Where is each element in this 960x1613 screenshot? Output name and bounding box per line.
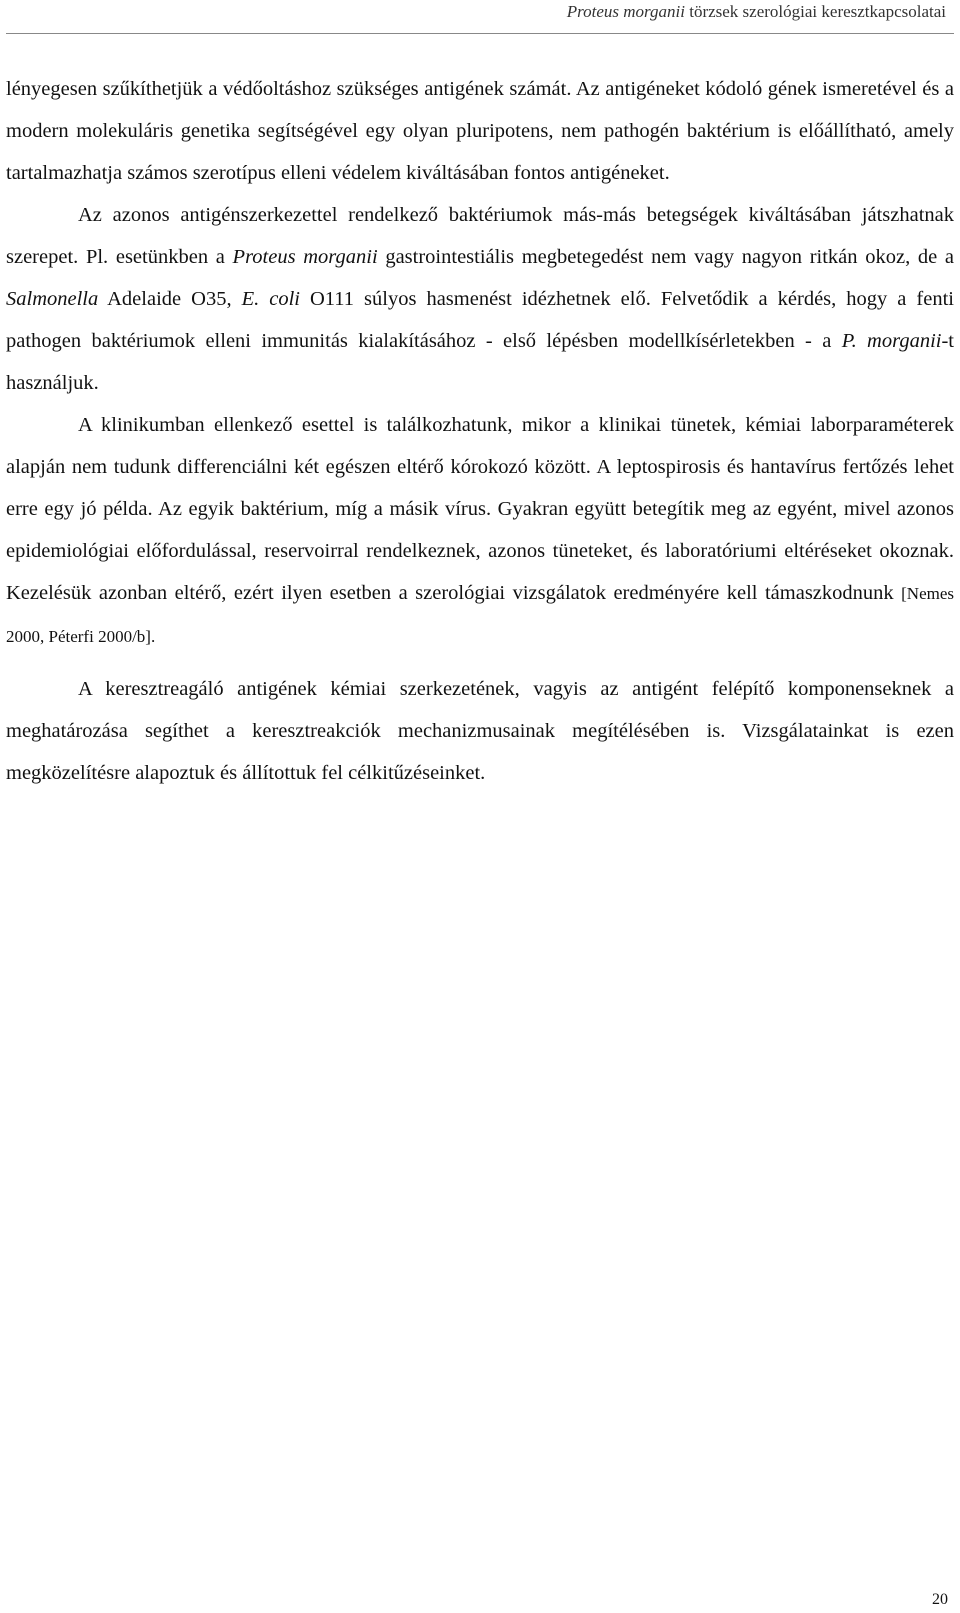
paragraph-3-text: A klinikumban ellenkező esettel is találkozhatunk, mikor a klinikai tünetek, kémiai laborparaméterek alapján nem tudunk differenciálni két egészen eltérő kórokozó között. A leptospirosis és hantavírus fertőzés lehet erre egy jó példa. Az egyik baktérium, míg a másik vírus. Gyakran együtt betegítik meg az egyént, mivel azonos epidemiológiai előfordulással, reservoirral rendelkeznek, azonos tüneteket, és laboratóriumi eltéréseket okoznak. Kezelésük azonban eltérő, ezért ilyen esetben a szerológiai vizsgálatok eredményére kell támaszkodnunk xyxy=(6,414,954,604)
header-species-name: Proteus morganii xyxy=(566,2,685,21)
running-header xyxy=(567,0,946,24)
header-rule xyxy=(6,33,954,34)
species-proteus-morganii: Proteus morganii xyxy=(232,246,378,268)
paragraph-2 xyxy=(6,194,954,404)
species-p-morganii: P. morganii xyxy=(841,330,942,352)
document-body xyxy=(6,68,954,794)
paragraph-2-text-3: Adelaide O35, xyxy=(98,288,242,310)
paragraph-2-text-2: gastrointestiális megbetegedést nem vagy nagyon ritkán okoz, de a xyxy=(377,246,954,268)
paragraph-2-text-4: O111 súlyos hasmenést idézhetnek elő. Felvetődik a kérdés, hogy a fenti pathogen baktériumok elleni immunitás kialakításához - első lépésben modellkísérletekben - a xyxy=(6,288,954,352)
header-title-text: törzsek szerológiai keresztkapcsolatai xyxy=(684,2,946,21)
page-number: 20 xyxy=(932,1591,948,1608)
paragraph-1: lényegesen szűkíthetjük a védőoltáshoz szükséges antigének számát. Az antigéneket kódoló gének ismeretével és a modern molekuláris genetika segítségével egy olyan pluripotens, nem pathogén baktérium is előállítható, amely tartalmazhatja számos szerotípus elleni védelem kiváltásában fontos antigéneket. xyxy=(6,78,954,184)
paragraph-4: A keresztreagáló antigének kémiai szerkezetének, vagyis az antigént felépítő komponenseknek a meghatározása segíthet a keresztreakciók mechanizmusainak megítélésében is. Vizsgálatainkat is ezen megközelítésre alapoztuk és állítottuk fel célkitűzéseinket. xyxy=(6,678,954,784)
paragraph-3 xyxy=(6,404,954,658)
citation: [Nemes 2000, Péterfi 2000/b]. xyxy=(6,584,954,646)
paragraph-2-text-1: Az azonos antigénszerkezettel rendelkező baktériumok más-más betegségek kiváltásában játszhatnak szerepet. Pl. esetünkben a xyxy=(6,204,954,268)
paragraph-2-text-5: -t használjuk. xyxy=(6,330,954,394)
species-e-coli: E. coli xyxy=(241,288,300,310)
species-salmonella: Salmonella xyxy=(6,288,99,310)
